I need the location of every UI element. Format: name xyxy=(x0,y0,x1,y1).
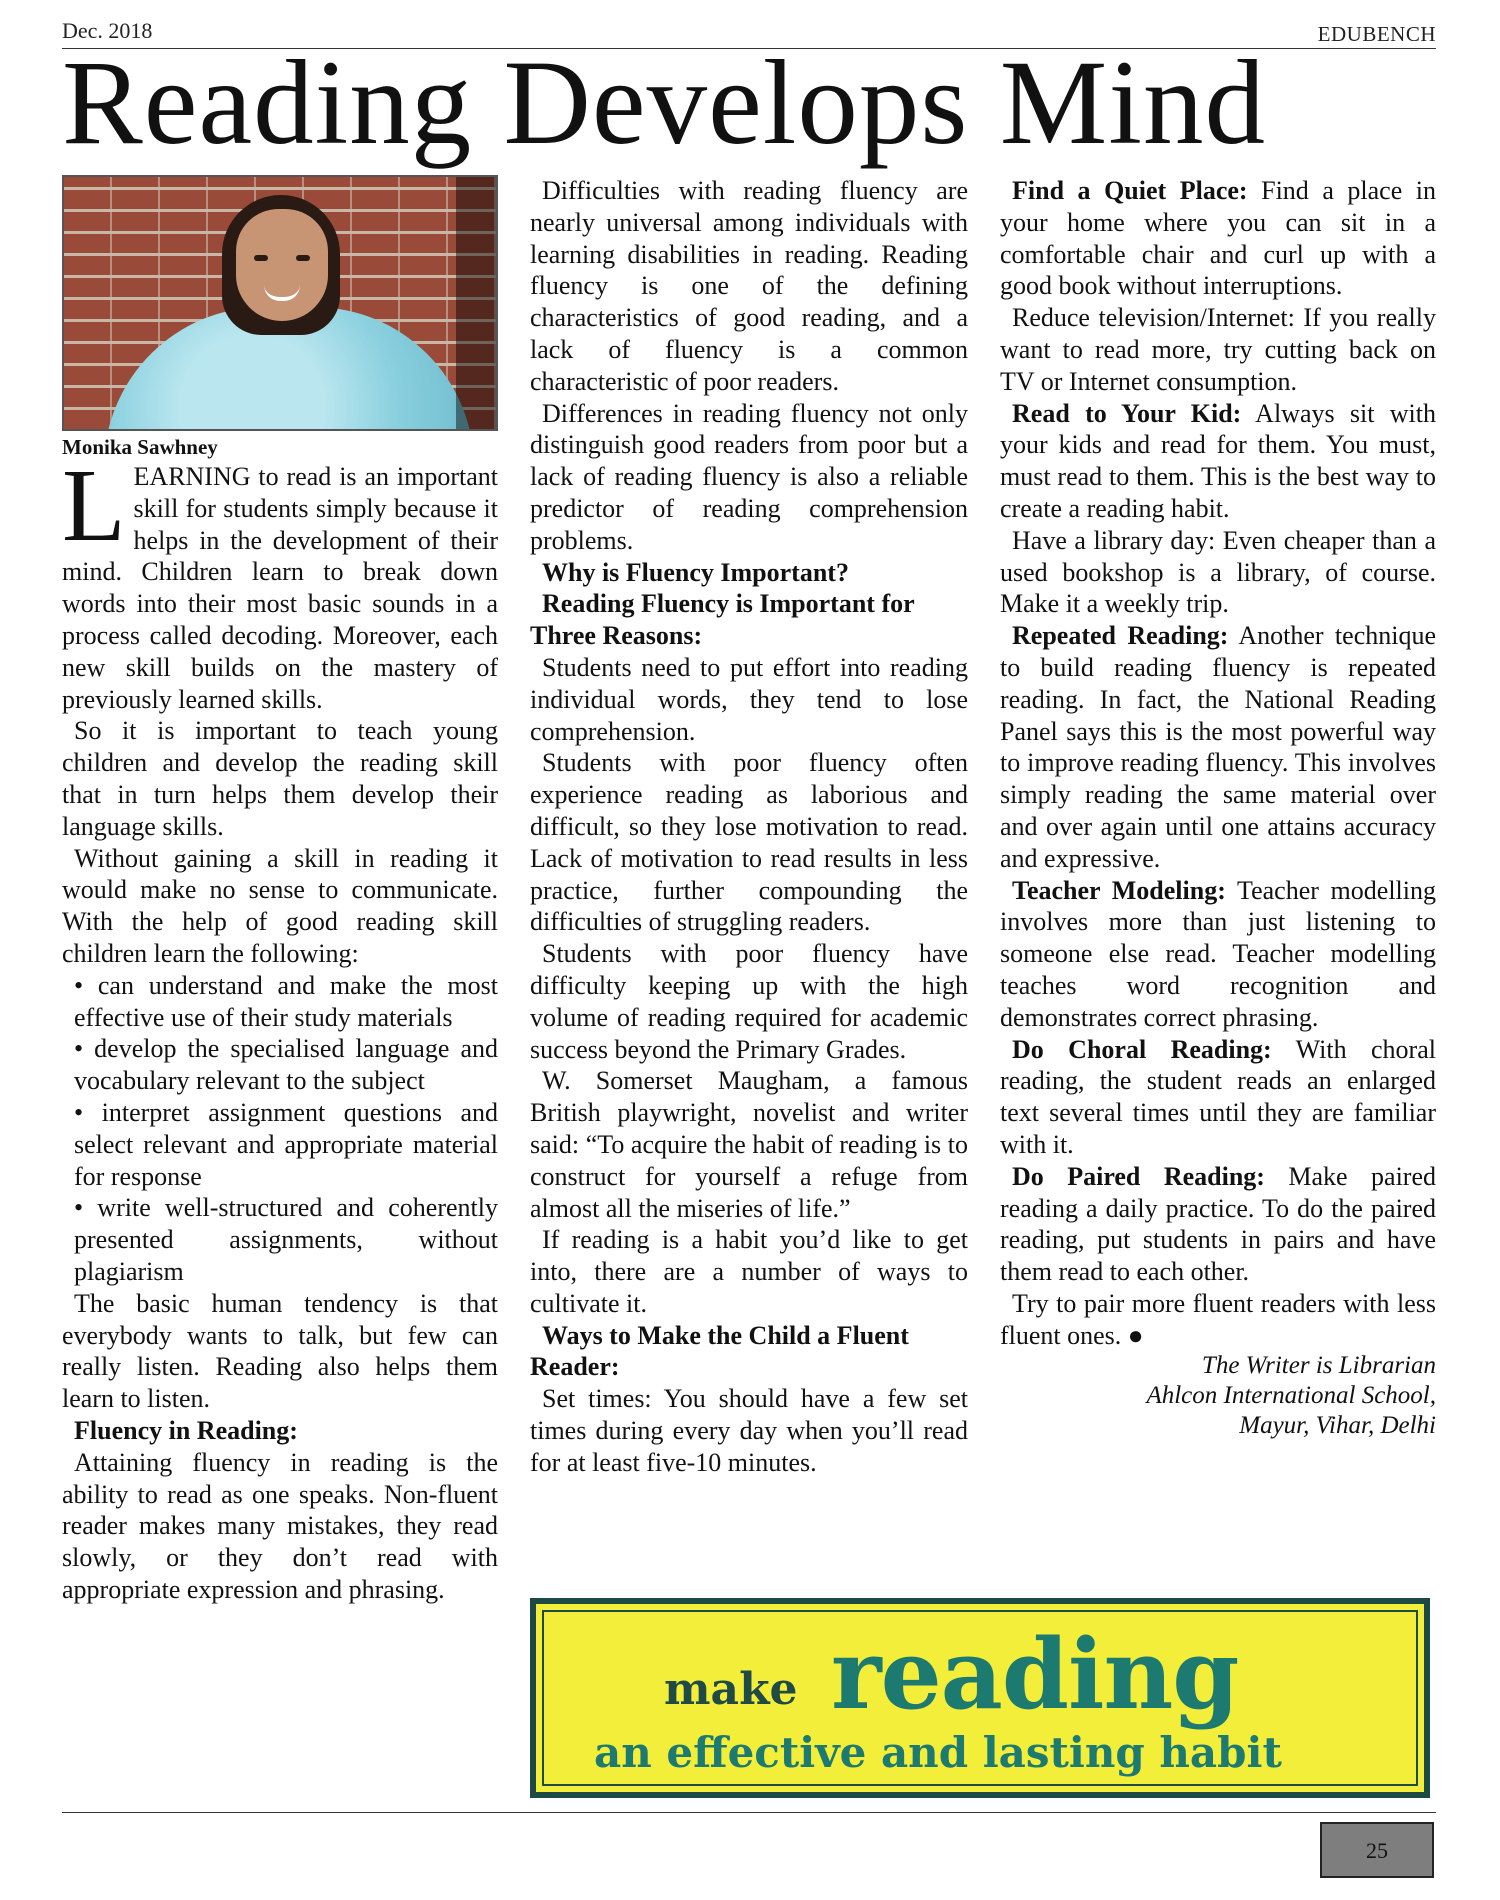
section-heading: Reading Fluency is Important for Three Reasons: xyxy=(530,589,915,651)
drop-cap: L xyxy=(62,448,126,563)
publication-name: EDUBENCH xyxy=(1317,22,1436,46)
column-2 xyxy=(530,175,968,1479)
tip-paragraph: Do Choral Reading: With choral reading, the student reads an enlarged text several times until they are familiar with it. xyxy=(1000,1034,1436,1159)
paragraph: The basic human tendency is that everybody wants to talk, but few can really listen. Reading also helps them learn to listen. xyxy=(62,1288,498,1414)
issue-date: Dec. 2018 xyxy=(62,18,153,43)
bullet-item: • develop the specialised language and vocabulary relevant to the subject xyxy=(74,1034,498,1096)
tip-paragraph: Repeated Reading: Another technique to build reading fluency is repeated reading. In fact, the National Reading Panel says this is the most powerful way to improve reading fluency. This involves simply reading the same material over and over again until one attains accuracy and expressive. xyxy=(1000,621,1436,873)
banner-word-make: make xyxy=(664,1664,798,1715)
tip-paragraph: Do Paired Reading: Make paired reading a daily practice. To do the paired reading, put students in pairs and have them read to each other. xyxy=(1000,1161,1436,1287)
section-heading: Why is Fluency Important? xyxy=(542,557,849,587)
footer-rule xyxy=(62,1812,1436,1813)
paragraph: So it is important to teach young children and develop the reading skill that in turn helps them develop their language skills. xyxy=(62,716,498,841)
paragraph: Reduce television/Internet: If you really want to read more, try cutting back on TV or Internet consumption. xyxy=(1000,303,1436,396)
column-1 xyxy=(62,175,498,1606)
paragraph: If reading is a habit you’d like to get into, there are a number of ways to cultivate it. xyxy=(530,1225,968,1318)
paragraph: Have a library day: Even cheaper than a used bookshop is a library, of course. Make it a weekly trip. xyxy=(1000,525,1436,619)
tip-label: Read to Your Kid: xyxy=(1012,398,1242,428)
banner-word-reading: reading xyxy=(831,1618,1239,1731)
paragraph: Students with poor fluency often experience reading as laborious and difficult, so they lose motivation to read. Lack of motivation to read results in less practice, further compounding the difficulties of struggling readers. xyxy=(530,748,968,937)
bullet-item: • interpret assignment questions and select relevant and appropriate material for response xyxy=(74,1097,498,1191)
bullet-item: • can understand and make the most effective use of their study materials xyxy=(74,970,498,1032)
paragraph: Try to pair more fluent readers with less fluent ones. ● xyxy=(1000,1288,1436,1350)
paragraph: Students need to put effort into reading individual words, they tend to lose comprehension. xyxy=(530,652,968,746)
tip-paragraph: Teacher Modeling: Teacher modelling involves more than just listening to someone else read. Teacher modelling teaches word recognition and demonstrates correct phrasing. xyxy=(1000,875,1436,1032)
author-name: Monika Sawhney xyxy=(62,435,218,459)
paragraph: Without gaining a skill in reading it would make no sense to communicate. With the help of good reading skill children learn the following: xyxy=(62,843,498,968)
tip-label: Find a Quiet Place: xyxy=(1012,176,1248,205)
quote-paragraph: W. Somerset Maugham, a famous British playwright, novelist and writer said: “To acquire the habit of reading is to construct for yourself a refuge from almost all the miseries of life.” xyxy=(530,1066,968,1223)
article-headline: Reading Develops Mind xyxy=(62,36,1266,170)
tip-label: Teacher Modeling: xyxy=(1012,875,1226,905)
section-heading: Fluency in Reading: xyxy=(74,1415,298,1445)
author-photo xyxy=(62,175,498,431)
tip-label: Do Paired Reading: xyxy=(1012,1161,1265,1191)
reading-habit-banner xyxy=(530,1598,1430,1798)
paragraph: Set times: You should have a few set times during every day when you’ll read for at least five-10 minutes. xyxy=(530,1384,968,1477)
author-credit: The Writer is Librarian Ahlcon International School, Mayur, Vihar, Delhi xyxy=(1146,1352,1436,1440)
paragraph: Attaining fluency in reading is the ability to read as one speaks. Non-fluent reader makes many mistakes, they read slowly, or they don’t read with appropriate expression and phrasing. xyxy=(62,1447,498,1604)
tip-label: Repeated Reading: xyxy=(1012,621,1229,651)
tip-paragraph: Read to Your Kid: Always sit with your kids and read for them. You must, must read to them. This is the best way to create a reading habit. xyxy=(1000,398,1436,523)
lead-paragraph: LEARNING to read is an important skill for students simply because it helps in the development of their mind. Children learn to break down words into their most basic sounds in a process called decoding. Moreover, each new skill builds on the mastery of previously learned skills. xyxy=(62,448,498,714)
column-3 xyxy=(1000,175,1436,1441)
banner-tagline: an effective and lasting habit xyxy=(594,1728,1282,1777)
paragraph: Differences in reading fluency not only distinguish good readers from poor but a lack of reading fluency is also a reliable predictor of reading comprehension problems. xyxy=(530,398,968,555)
tip-label: Do Choral Reading: xyxy=(1012,1034,1272,1064)
paragraph: Students with poor fluency have difficulty keeping up with the high volume of reading required for academic success beyond the Primary Grades. xyxy=(530,939,968,1064)
section-heading: Ways to Make the Child a Fluent Reader: xyxy=(530,1320,909,1382)
tip-paragraph: Find a Quiet Place: Find a place in your home where you can sit in a comfortable chair and curl up with a good book without interruptions. xyxy=(1000,176,1436,301)
page-number: 25 xyxy=(1320,1822,1434,1878)
paragraph: Difficulties with reading fluency are nearly universal among individuals with learning disabilities in reading. Reading fluency is one of the defining characteristics of good reading, and a lack of fluency is a common characteristic of poor readers. xyxy=(530,176,968,396)
bullet-item: • write well-structured and coherently presented assignments, without plagiarism xyxy=(74,1193,498,1286)
